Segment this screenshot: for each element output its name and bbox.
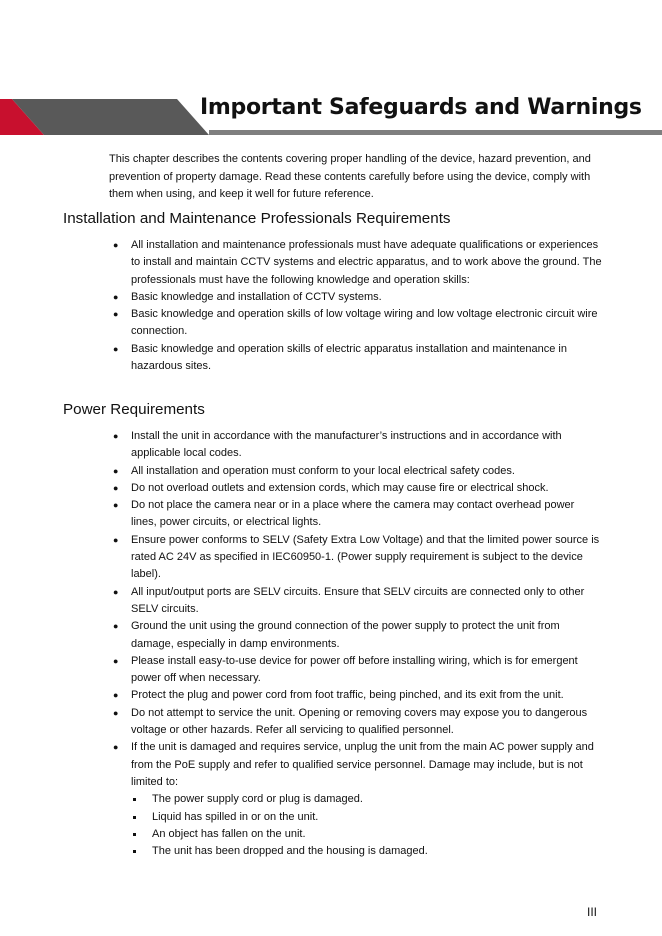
list-item: ● Basic knowledge and operation skills of electric apparatus installation and maintenance in hazardous sites. — [112, 341, 602, 376]
list-item: ● Protect the plug and power cord from foot traffic, being pinched, and its exit from the unit. — [112, 687, 602, 704]
list-item: ● All input/output ports are SELV circuits. Ensure that SELV circuits are connected only to other SELV circuits. — [112, 584, 602, 619]
list-item: ● Basic knowledge and installation of CCTV systems. — [112, 289, 602, 306]
power-requirements-list — [112, 428, 602, 860]
installation-requirements-list — [112, 237, 602, 375]
list-item: ● Basic knowledge and operation skills of low voltage wiring and low voltage electronic circuit wire connection. — [112, 306, 602, 341]
list-item: ● Do not attempt to service the unit. Opening or removing covers may expose you to dangerous voltage or other hazards. Refer all servicing to qualified personnel. — [112, 705, 602, 740]
sub-list-item: The unit has been dropped and the housing is damaged. — [131, 843, 602, 860]
sub-list-item: An object has fallen on the unit. — [131, 826, 602, 843]
banner-gray-band — [12, 99, 209, 135]
list-item: ● Ensure power conforms to SELV (Safety Extra Low Voltage) and that the limited power source is rated AC 24V as specified in IEC60950-1. (Power supply requirement is subject to the device label). — [112, 532, 602, 584]
list-item: ● Install the unit in accordance with the manufacturer’s instructions and in accordance with applicable local codes. — [112, 428, 602, 463]
sub-list-item: The power supply cord or plug is damaged. — [131, 791, 602, 808]
list-item — [112, 739, 602, 860]
damage-examples-list — [131, 791, 602, 860]
page-title: Important Safeguards and Warnings — [200, 95, 642, 120]
banner-underline — [209, 130, 662, 135]
section-heading-power: Power Requirements — [63, 401, 205, 418]
list-item: ● Please install easy-to-use device for power off before installing wiring, which is for emergent power off when necessary. — [112, 653, 602, 688]
list-item: ● Ground the unit using the ground connection of the power supply to protect the unit from damage, especially in damp environments. — [112, 618, 602, 653]
page-number: III — [587, 905, 598, 919]
list-item: ● All installation and operation must conform to your local electrical safety codes. — [112, 463, 602, 480]
section-heading-installation: Installation and Maintenance Professionals Requirements — [63, 210, 451, 227]
sub-list-item: Liquid has spilled in or on the unit. — [131, 809, 602, 826]
list-item: ● All installation and maintenance professionals must have adequate qualifications or experiences to install and maintain CCTV systems and electric apparatus, and to work above the ground. The professionals must have the following knowledge and operation skills: — [112, 237, 602, 289]
list-item-text: If the unit is damaged and requires service, unplug the unit from the main AC power supply and from the PoE supply and refer to qualified service personnel. Damage may include, but is not limited to: — [131, 741, 594, 788]
list-item: ● Do not place the camera near or in a place where the camera may contact overhead power lines, power circuits, or electrical lights. — [112, 497, 602, 532]
intro-paragraph: This chapter describes the contents covering proper handling of the device, hazard prevention, and prevention of property damage. Read these contents carefully before using the device, comply with them when using, and keep it well for future reference. — [109, 153, 591, 200]
list-item: ● Do not overload outlets and extension cords, which may cause fire or electrical shock. — [112, 480, 602, 497]
